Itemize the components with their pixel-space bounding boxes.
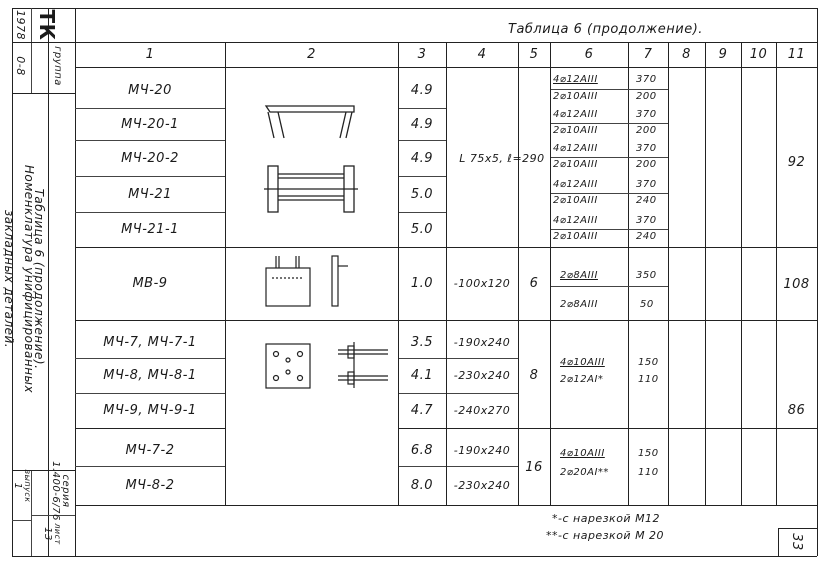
mark-mch-21-1: МЧ-21-1 [121,222,179,237]
mark-mch-8: МЧ-8, МЧ-8-1 [103,368,197,383]
plate-sketch-mch7 [262,340,392,400]
g1-r1-len2: 200 [636,91,657,102]
col-line-5 [550,42,551,505]
g1-r5-bar2: 2⌀10АIII [553,231,598,242]
g1-r2-bar2: 2⌀10АIII [553,125,598,136]
plate-mch-9: -240x270 [453,404,511,417]
group1-col11: 92 [787,154,806,170]
group2-col11: 108 [783,276,810,292]
g2-len2: 50 [640,299,654,310]
plate-mch-7-2: -190x240 [453,443,511,457]
col-header-10: 10 [749,47,768,62]
col-header-11: 11 [787,47,806,62]
g1-r5-len1: 370 [636,215,657,226]
g3-bar2: 2⌀12АI* [560,374,604,385]
title-line-1: Таблица 6 (продолжение). [32,188,46,370]
g1-r3-bar2: 2⌀10АIII [553,159,598,170]
mark-mv-9: МВ-9 [132,276,168,291]
frame-top [12,8,817,9]
col-header-9: 9 [718,47,728,62]
page-number: 33 [789,533,805,551]
col-header-4: 4 [477,47,487,62]
g1-r5-bar1: 4⌀12АIII [553,215,598,226]
mass-mv-9: 1.0 [410,276,434,291]
g1-r4-len1: 370 [636,179,657,190]
col-line-6 [628,42,629,505]
note-2: **-с нарезкой М 20 [546,529,665,542]
mark-mch-7-2: МЧ-7-2 [125,442,175,458]
mass-mch-7-2: 6.8 [410,442,434,458]
issue-value: 1 [12,482,24,490]
g2-rule [551,286,668,287]
col-line-9 [741,42,742,505]
table-caption: Таблица 6 (продолжение). [508,22,703,37]
title-line-2: Номенклатура унифицированных [22,164,36,394]
year-text: 1978 [14,10,28,40]
col-header-1: 1 [145,47,155,62]
col-header-7: 7 [643,47,653,62]
g1-r4-len2: 240 [636,195,657,206]
g4-len1: 150 [638,448,659,459]
series-value: 1.400-6/76 [50,461,62,521]
col-header-5: 5 [529,47,539,62]
mass-mch-21-1: 5.0 [410,222,434,237]
issue-label: выпуск [23,469,33,503]
g1-r4-bar2: 2⌀10АIII [553,195,598,206]
thickness-group3: 8 [529,368,539,383]
section-mv-9: -100x120 [453,277,511,290]
title-line-3: закладных деталей. [2,209,16,349]
col-line-1 [225,42,226,505]
mark-mch-7: МЧ-7, МЧ-7-1 [103,334,197,350]
g4-bar1: 4⌀10АIII [560,448,605,459]
g3-len2: 110 [638,374,659,385]
g1-rule-5 [551,229,668,230]
col-header-2: 2 [307,47,316,62]
mark-mch-20-2: МЧ-20-2 [121,150,179,166]
mark-mch-20: МЧ-20 [128,83,172,98]
mass-mch-20-1: 4.9 [410,116,434,132]
g1-rule-2 [551,123,668,124]
thickness-group4: 16 [525,459,543,475]
tk-logo: ТК [35,9,59,41]
frame-right [817,8,818,556]
g2-bar2: 2⌀8АIII [560,299,598,310]
g1-rule-1 [551,89,668,90]
g1-r2-len2: 200 [636,125,657,136]
thickness-mv-9: 6 [529,276,539,291]
plate-mch-8-2: -230x240 [453,479,511,492]
g1-r4-bar1: 4⌀12АIII [553,179,598,190]
g1-r1-bar1: 4⌀12АIII [553,74,598,85]
note-1: *-с нарезкой М12 [552,512,661,525]
page-box-left [778,528,779,556]
group-value: 0-8 [14,56,28,76]
g1-rule-4 [551,193,668,194]
table-bottom-line [75,505,817,506]
g3-len1: 150 [638,357,659,368]
title-block-line-5 [12,520,31,521]
g2-bar1: 2⌀8АIII [560,270,598,281]
sheet-value: 13 [42,527,54,541]
mark-mch-20-1: МЧ-20-1 [121,116,179,132]
g1-r3-len2: 200 [636,159,657,170]
group3-col11: 86 [787,402,806,418]
mass-mch-9: 4.7 [410,403,434,418]
col-header-8: 8 [682,47,691,62]
plate-mch-8: -230x240 [453,369,511,382]
group-label: группа [52,46,64,86]
g3-bar1: 4⌀10АIII [560,357,605,368]
series-label: серия [60,474,72,508]
g1-r2-bar1: 4⌀12АIII [553,109,598,120]
title-block-line-2 [12,93,75,94]
col-line-7 [668,42,669,505]
g2-len1: 350 [636,270,657,281]
mark-mch-21: МЧ-21 [128,186,172,202]
mass-mch-20-2: 4.9 [410,150,434,166]
g1-r1-len1: 370 [636,74,657,85]
angle-embed-sketch [260,96,370,220]
group-line-3a [75,428,225,429]
g4-bar2: 2⌀20АI** [560,467,609,478]
sheet-label: лист [53,523,63,545]
plate-mch-7: -190x240 [453,335,511,349]
mass-mch-21: 5.0 [410,186,434,202]
g1-r3-bar1: 4⌀12АIII [553,143,598,154]
col-line-8 [705,42,706,505]
plate-sketch-mv9 [262,252,352,312]
mark-mch-9: МЧ-9, МЧ-9-1 [103,403,197,418]
g4-len2: 110 [638,467,659,478]
g1-r5-len2: 240 [636,231,657,242]
g1-r1-bar2: 2⌀10АIII [553,91,598,102]
g1-r3-len1: 370 [636,143,657,154]
mass-mch-8-2: 8.0 [410,478,434,493]
title-block-divider-top [31,8,32,93]
mark-mch-8-2: МЧ-8-2 [125,478,175,493]
group1-section: L 75x5, ℓ=290 [459,151,545,165]
g1-rule-3 [551,157,668,158]
g1-r2-len1: 370 [636,109,657,120]
col-header-6: 6 [584,47,594,62]
mass-mch-7: 3.5 [410,334,434,350]
mass-mch-8: 4.1 [410,368,434,383]
mass-mch-20: 4.9 [410,83,434,98]
col-header-3: 3 [417,47,427,62]
group-line-3b [398,428,817,429]
frame-bottom [12,556,817,557]
